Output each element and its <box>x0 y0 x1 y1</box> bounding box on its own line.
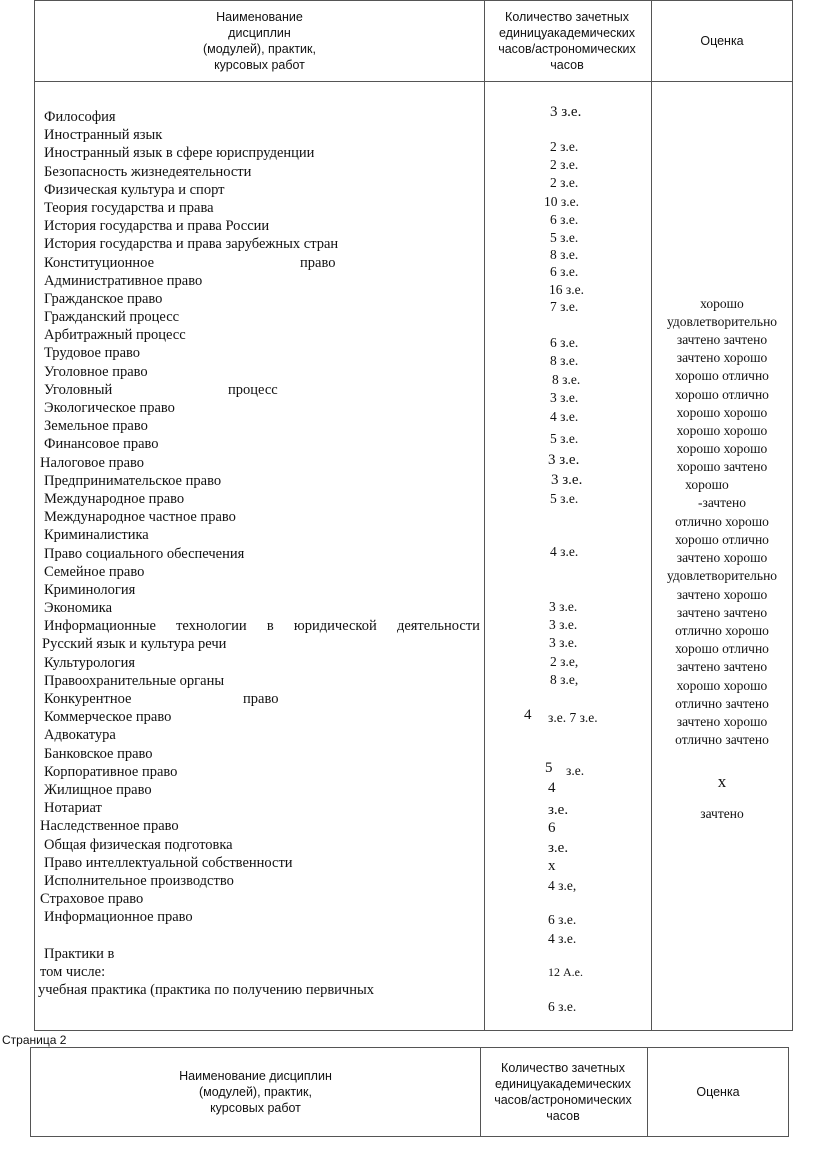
header-grade-label: Оценка <box>700 34 744 48</box>
header-credits-line: часов/астрономических <box>498 42 636 56</box>
grade-value: хорошо <box>685 477 729 492</box>
subject-word: Уголовный <box>44 381 113 398</box>
grade-value: удовлетворительно <box>666 568 778 583</box>
grade-value: зачтено хорошо <box>676 587 768 602</box>
subject-row: том числе: <box>40 963 106 980</box>
credit-value: 3 з.е. <box>550 104 582 120</box>
credit-value: з.е. <box>566 763 585 778</box>
subject-row: Криминология <box>44 581 136 598</box>
credit-value: 2 з.е, <box>550 654 579 669</box>
grade-value: хорошо хорошо <box>676 423 768 438</box>
header-credits-line: Количество зачетных <box>505 10 629 24</box>
credit-value: 8 з.е. <box>550 353 579 368</box>
credit-value: 3 з.е. <box>549 635 578 650</box>
subject-row: Банковское право <box>44 745 153 762</box>
grade-value: зачтено хорошо <box>676 714 768 729</box>
grade-value: отлично хорошо <box>675 623 769 638</box>
credit-value: 12 А.е. <box>548 965 583 979</box>
credit-value: 5 <box>545 760 553 776</box>
subject-row: учебная практика (практика по получению первичных <box>38 982 374 998</box>
header-subject-line: (модулей), практик, <box>199 1085 312 1099</box>
credit-value: 2 з.е. <box>550 139 579 154</box>
credit-value: 6 з.е. <box>550 264 579 279</box>
subject-row: Криминалистика <box>44 527 149 544</box>
subject-row: Страховое право <box>40 891 144 908</box>
grade-value: хорошо отлично <box>675 387 769 402</box>
subject-row: Гражданский процесс <box>44 309 180 326</box>
header-subject-line: Наименование дисциплин <box>179 1069 332 1083</box>
subject-row <box>44 617 480 635</box>
subject-row: Философия <box>44 109 116 125</box>
header-subject-cell <box>35 2 484 80</box>
subject-word: юридической <box>293 618 377 635</box>
grade-value: хорошо зачтено <box>676 459 768 474</box>
page2-header-subject-cell <box>31 1048 480 1136</box>
subject-row: Право интеллектуальной собственности <box>44 854 293 871</box>
subject-row: Гражданское право <box>44 290 163 307</box>
header-credits-line: Количество зачетных <box>501 1061 625 1075</box>
grade-value: -зачтено <box>698 495 746 510</box>
credit-value: з.е. 7 з.е. <box>548 710 598 725</box>
credit-value: 5 з.е. <box>550 431 579 446</box>
header-subject-line: (модулей), практик, <box>203 42 316 56</box>
credit-value: 4 з.е. <box>550 409 579 424</box>
subject-row: Налоговое право <box>40 454 145 471</box>
subject-row: История государства и права России <box>44 218 270 235</box>
subject-row: Уголовное право <box>44 363 148 380</box>
grade-value: хорошо <box>700 296 744 311</box>
header-subject-line: курсовых работ <box>214 58 305 72</box>
subject-row: Практики в <box>44 945 115 962</box>
subject-row: Русский язык и культура речи <box>42 636 227 653</box>
col-divider-1 <box>484 1 485 1030</box>
subject-row: Экологическое право <box>44 400 175 416</box>
subject-row: Физическая культура и спорт <box>44 181 225 198</box>
grade-value: отлично зачтено <box>675 696 769 711</box>
header-credits-line: часов/астрономических <box>494 1093 632 1107</box>
grade-value: зачтено зачтено <box>676 332 768 347</box>
credit-value: х <box>548 858 556 874</box>
credit-value: 6 <box>548 820 556 836</box>
grade-value: зачтено зачтено <box>676 605 768 620</box>
subject-word: Информационные <box>44 618 156 635</box>
subject-row <box>44 381 480 399</box>
credit-value: 8 з.е, <box>550 672 579 687</box>
credit-value: 6 з.е. <box>550 335 579 350</box>
header-credits-cell <box>484 2 650 80</box>
subject-word: право <box>243 691 279 707</box>
subject-row: Иностранный язык <box>44 127 163 144</box>
subject-row: Общая физическая подготовка <box>44 836 233 853</box>
grade-value: зачтено зачтено <box>676 659 768 674</box>
subject-row: Арбитражный процесс <box>44 327 186 344</box>
credit-value: 6 з.е. <box>550 212 579 227</box>
credit-value: з.е. <box>548 802 569 818</box>
credit-value: 4 з.е. <box>548 931 577 946</box>
subjects-list <box>38 108 480 999</box>
credit-value: 3 з.е. <box>550 390 579 405</box>
page-label: Страница 2 <box>2 1033 67 1047</box>
credit-value: з.е. <box>548 840 569 856</box>
subject-word: в <box>266 618 274 635</box>
credit-value: 16 з.е. <box>549 282 584 297</box>
credit-value: 5 з.е. <box>550 230 579 245</box>
subject-row: Международное частное право <box>44 509 236 526</box>
page2-header-grade-cell <box>647 1048 789 1136</box>
subject-row: Культурология <box>44 654 136 671</box>
subject-row: История государства и права зарубежных стран <box>44 236 339 253</box>
subject-word: технологии <box>176 618 247 635</box>
subject-row: Нотариат <box>44 800 102 817</box>
header-subject-line: Наименование <box>216 10 303 24</box>
subject-row: Теория государства и права <box>44 199 214 216</box>
credit-value: 2 з.е. <box>550 157 579 172</box>
subject-row: Наследственное право <box>40 818 179 835</box>
grade-value: хорошо хорошо <box>676 678 768 693</box>
grade-value: отлично хорошо <box>675 514 769 529</box>
credit-value: 3 з.е. <box>549 617 578 632</box>
credit-value: 5 з.е. <box>550 491 579 506</box>
subject-row: Коммерческое право <box>44 709 172 726</box>
grade-value: отлично зачтено <box>675 732 769 747</box>
subject-row: Информационное право <box>44 909 193 926</box>
subject-row: Трудовое право <box>44 345 141 362</box>
grade-value: зачтено <box>700 806 744 821</box>
header-grade-cell <box>651 2 793 80</box>
grade-value: хорошо отлично <box>675 641 769 656</box>
header-grade-label: Оценка <box>696 1085 740 1099</box>
subject-row: Семейное право <box>44 563 145 580</box>
grade-value: удовлетворительно <box>666 314 778 329</box>
header-credits-line: единицуакадемических <box>498 26 635 40</box>
subject-row: Административное право <box>44 272 203 289</box>
header-divider <box>35 81 792 82</box>
subject-row: Иностранный язык в сфере юриспруденции <box>44 145 315 162</box>
credit-value: 7 з.е. <box>550 299 579 314</box>
subject-row: Международное право <box>44 490 185 507</box>
credit-value: 2 з.е. <box>550 175 579 190</box>
subject-row: Финансовое право <box>44 436 159 453</box>
credit-value: 8 з.е. <box>552 372 581 387</box>
subject-row: Безопасность жизнедеятельности <box>44 163 252 180</box>
subject-row: Земельное право <box>44 418 148 435</box>
credit-value: 3 з.е. <box>551 472 583 488</box>
subject-row: Адвокатура <box>44 727 116 744</box>
grade-value: хорошо отлично <box>675 368 769 383</box>
subject-word: Конкурентное <box>44 691 132 707</box>
credit-value: 3 з.е. <box>548 452 580 468</box>
grade-value: х <box>717 772 727 791</box>
credit-value: 4 з.е. <box>550 544 579 559</box>
credit-value: 6 з.е. <box>548 999 577 1014</box>
subject-row <box>44 254 480 272</box>
page2-header-credits-cell <box>480 1048 646 1136</box>
subject-row: Право социального обеспечения <box>44 545 245 562</box>
subject-row: Правоохранительные органы <box>44 672 225 689</box>
header-subject-line: дисциплин <box>228 26 291 40</box>
subject-word: право <box>300 254 336 271</box>
grade-value: зачтено хорошо <box>676 350 768 365</box>
subject-word: Конституционное <box>44 254 155 271</box>
credit-value: 6 з.е. <box>548 912 577 927</box>
subject-row <box>44 926 480 944</box>
grade-value: хорошо хорошо <box>676 441 768 456</box>
subject-word: процесс <box>228 381 278 398</box>
header-credits-line: часов <box>550 58 584 72</box>
subject-row: Жилищное право <box>44 781 152 798</box>
credit-value: 4 <box>524 707 532 723</box>
subject-row: Экономика <box>44 600 113 617</box>
credit-value: 4 з.е, <box>548 878 577 893</box>
credit-value: 8 з.е. <box>550 247 579 262</box>
header-credits-line: единицуакадемических <box>494 1077 631 1091</box>
subject-word: деятельности <box>396 618 480 635</box>
grade-value: хорошо отлично <box>675 532 769 547</box>
subject-row <box>44 690 480 708</box>
credit-value: 10 з.е. <box>544 194 579 209</box>
credit-value: 3 з.е. <box>549 599 578 614</box>
grade-value: хорошо хорошо <box>676 405 768 420</box>
grade-value: зачтено хорошо <box>676 550 768 565</box>
header-subject-line: курсовых работ <box>210 1101 301 1115</box>
subject-row: Корпоративное право <box>44 763 178 780</box>
subject-row: Предпринимательское право <box>44 472 222 489</box>
credit-value: 4 <box>548 780 556 796</box>
subject-row: Исполнительное производство <box>44 872 234 889</box>
header-credits-line: часов <box>546 1109 580 1123</box>
